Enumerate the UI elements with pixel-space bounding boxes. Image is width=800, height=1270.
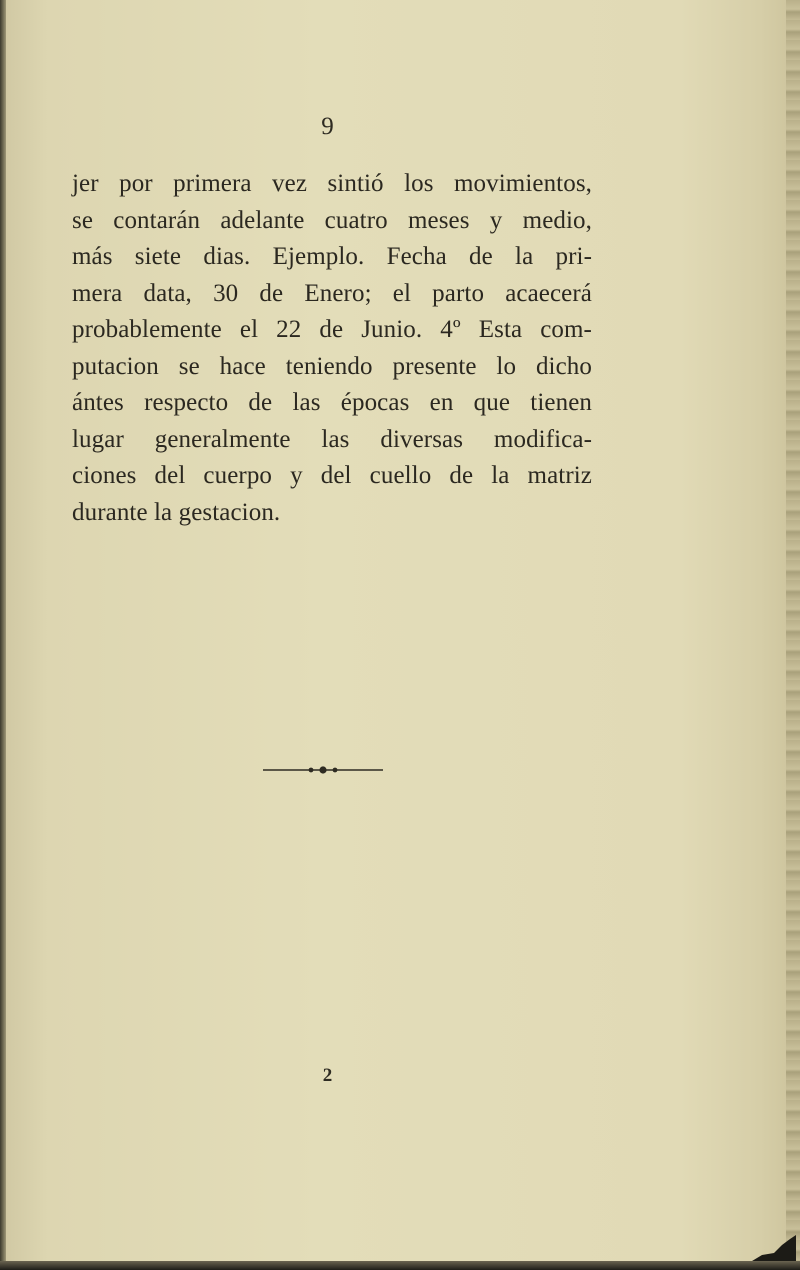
signature-mark: 2 <box>322 1065 333 1086</box>
page-bottom-edge <box>0 1261 800 1270</box>
text-line: durante la gestacion. <box>72 498 281 526</box>
text-line: ciones del cuerpo y del cuello de la matriz <box>72 462 592 489</box>
page-right-edge <box>786 0 800 1270</box>
text-line: ántes respecto de las épocas en que tienen <box>72 389 592 416</box>
text-line: mera data, 30 de Enero; el parto acaecerá <box>72 279 592 307</box>
text-line: más siete dias. Ejemplo. Fecha de la pri- <box>72 243 592 270</box>
page-corner-shadow <box>752 1235 796 1261</box>
page-number: 9 <box>321 113 334 140</box>
text-line: se contarán adelante cuatro meses y medio, <box>72 206 592 234</box>
section-divider-ornament <box>263 763 383 777</box>
text-line: probablemente el 22 de Junio. 4º Esta com- <box>72 316 592 343</box>
text-line: jer por primera vez sintió los movimientos, <box>72 170 592 197</box>
text-line: putacion se hace teniendo presente lo dicho <box>72 352 592 380</box>
body-paragraph <box>72 166 592 531</box>
text-line: lugar generalmente las diversas modifica- <box>72 425 592 453</box>
